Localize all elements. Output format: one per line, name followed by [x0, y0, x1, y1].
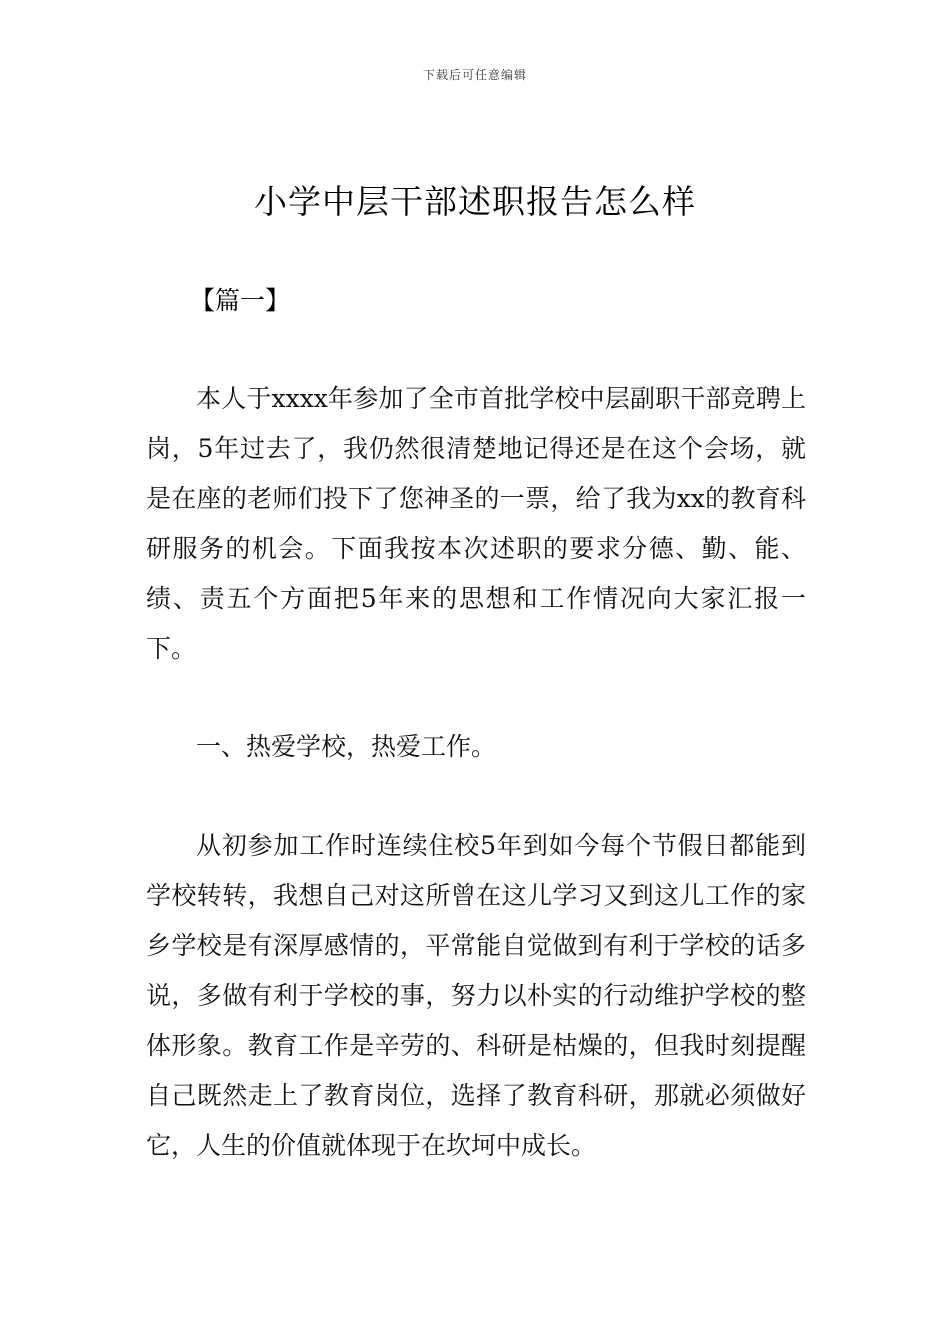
header-note: 下载后可任意编辑 — [422, 68, 527, 82]
body-paragraph: 从初参加工作时连续住校5年到如今每个节假日都能到学校转转，我想自己对这所曾在这儿学习又到这儿工作的家乡学校是有深厚感情的，平常能自觉做到有利于学校的话多说，多做有利于学校的事，努力以朴实的行动维护学校的整体形象。教育工作是辛劳的、科研是枯燥的，但我时刻提醒自己既然走上了教育岗位，选择了教育科研，那就必须做好它，人生的价值就体现于在坎坷中成长。 — [146, 831, 806, 1160]
document-title: 小学中层干部述职报告怎么样 — [254, 182, 696, 221]
section-heading: 一、热爱学校，热爱工作。 — [196, 732, 497, 761]
body-paragraph: 本人于xxxx年参加了全市首批学校中层副职干部竞聘上岗，5年过去了，我仍然很清楚地记得还是在这个会场，就是在座的老师们投下了您神圣的一票，给了我为xx的教育科研服务的机会。下面我按本次述职的要求分德、勤、能、绩、责五个方面把5年来的思想和工作情况向大家汇报一下。 — [146, 384, 806, 663]
section-label: 【篇一】 — [190, 286, 291, 315]
